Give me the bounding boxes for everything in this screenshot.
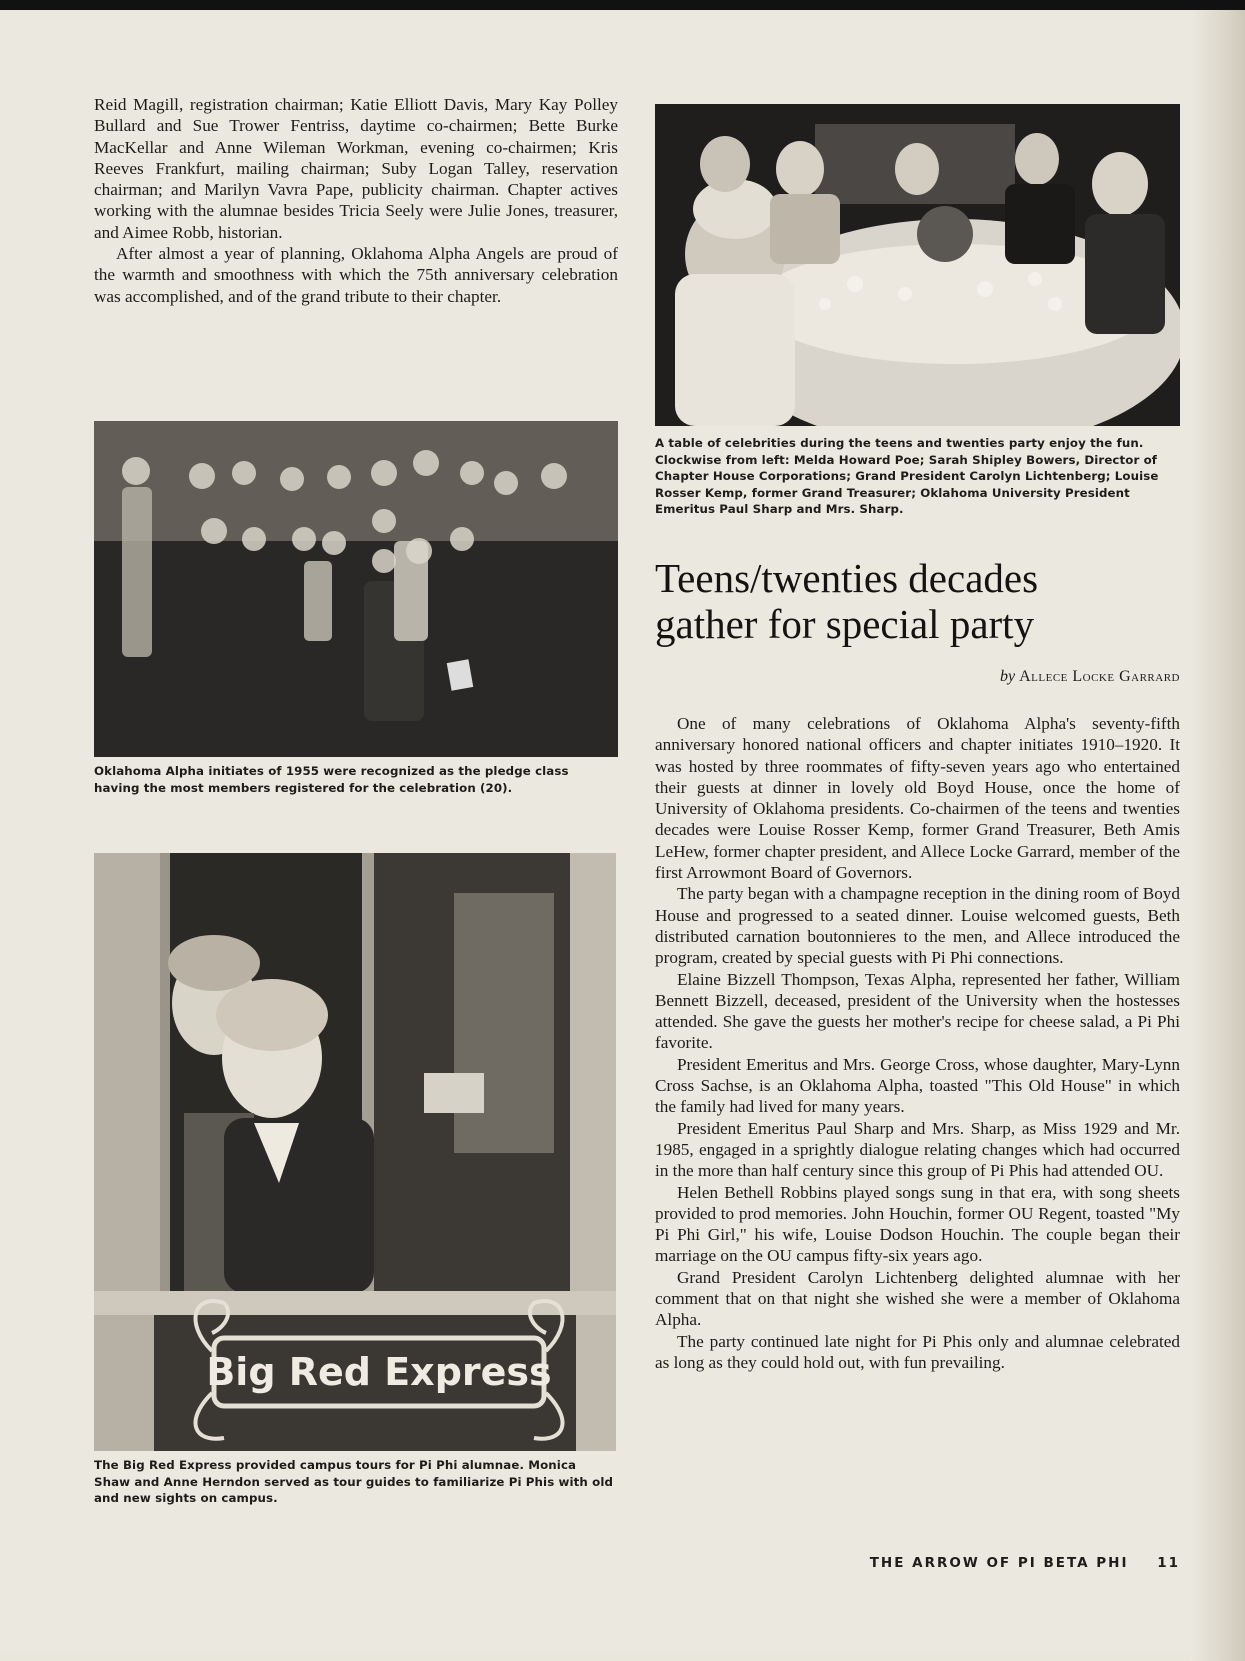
intro-paragraph-2: After almost a year of planning, Oklahoma Alpha Angels are proud of the warmth and smoothness with which the 75th anniversary celebration was accomplished, and of the grand tribute to their chapter. <box>94 244 618 306</box>
table-photo-image <box>655 104 1180 426</box>
article-paragraph: The party continued late night for Pi Phis only and alumnae celebrated as long as they could hold out, with fun prevailing. <box>655 1331 1180 1372</box>
caption-group-photo: Oklahoma Alpha initiates of 1955 were recognized as the pledge class having the most members registered for the celebration (20). <box>94 764 569 795</box>
article-paragraph: Helen Bethell Robbins played songs sung in that era, with song sheets provided to prod memories. John Houchin, former OU Regent, toasted "My Pi Phi Girl," his wife, Louise Dodson Houchin. The couple began their marriage on the OU campus fifty-six years ago. <box>655 1182 1180 1266</box>
intro-text <box>94 94 618 307</box>
article-paragraph: President Emeritus and Mrs. George Cross, whose daughter, Mary-Lynn Cross Sachse, is an Oklahoma Alpha, toasted "This Old House" in which the family had lived for many years. <box>655 1054 1180 1117</box>
article-paragraph: The party began with a champagne reception in the dining room of Boyd House and progressed to a seated dinner. Louise welcomed guests, Beth distributed carnation boutonnieres to the men, and Allece introduced the program, created by special guests with Pi Phi connections. <box>655 884 1180 968</box>
intro-paragraph-1: Reid Magill, registration chairman; Katie Elliott Davis, Mary Kay Polley Bullard and Sue Trower Fentriss, daytime co-chairmen; Bette Burke MacKellar and Anne Wileman Workman, evening co-chairmen; Kris Reeves Frankfurt, mailing chairman; Suby Logan Talley, reservation chairman; and Marilyn Vavra Pape, publicity chairman. Chapter actives working with the alumnae besides Tricia Seely were Julie Jones, treasurer, and Aimee Robb, historian. <box>94 95 618 242</box>
table-photo <box>655 104 1180 426</box>
page-number: 11 <box>1157 1555 1180 1571</box>
article-paragraph: President Emeritus Paul Sharp and Mrs. Sharp, as Miss 1929 and Mr. 1985, engaged in a sprightly dialogue relating changes which had occurred in the more than half century since this group of Pi Phis had attended OU. <box>655 1118 1180 1181</box>
caption-trolley-photo: The Big Red Express provided campus tours for Pi Phi alumnae. Monica Shaw and Anne Herndon served as tour guides to familiarize Pi Phis with old and new sights on campus. <box>94 1458 614 1505</box>
article-paragraph: Grand President Carolyn Lichtenberg delighted alumnae with her comment that on that night she wished she were a member of Oklahoma Alpha. <box>655 1267 1180 1330</box>
byline-by: by <box>1000 668 1016 685</box>
trolley-photo <box>94 853 616 1451</box>
article-byline <box>655 668 1180 686</box>
byline-author: Allece Locke Garrard <box>1019 668 1180 685</box>
group-photo-image <box>94 421 618 757</box>
article-paragraph: Elaine Bizzell Thompson, Texas Alpha, represented her father, William Bennett Bizzell, deceased, president of the University when the hostesses attended. She gave the guests her mother's recipe for cheese salad, a Pi Phi favorite. <box>655 969 1180 1053</box>
group-photo <box>94 421 618 757</box>
publication-name: THE ARROW OF PI BETA PHI <box>869 1555 1129 1571</box>
caption-table-photo: A table of celebrities during the teens and twenties party enjoy the fun. Clockwise from left: Melda Howard Poe; Sarah Shipley Bowers, Director of Chapter House Corporations; Grand President Carolyn Lichtenberg; Louise Rosser Kemp, former Grand Treasurer; Oklahoma University President Emeritus Paul Sharp and Mrs. Sharp. <box>655 436 1159 516</box>
page-edge-shadow <box>1190 10 1245 1661</box>
article-body <box>655 713 1180 1373</box>
article-headline <box>655 555 1195 647</box>
trolley-photo-image <box>94 853 616 1451</box>
headline-line-2: gather for special party <box>655 601 1035 647</box>
page-footer <box>655 1555 1180 1571</box>
trolley-sign-text: Big Red Express <box>206 1350 552 1394</box>
article-paragraph: One of many celebrations of Oklahoma Alpha's seventy-fifth anniversary honored national officers and chapter initiates 1910–1920. It was hosted by three roommates of fifty-seven years ago who entertained their guests at dinner in lovely old Boyd House, once the home of University of Oklahoma presidents. Co-chairmen of the teens and twenties decades were Louise Rosser Kemp, former Grand Treasurer, Beth Amis LeHew, former chapter president, and Allece Locke Garrard, member of the first Arrowmont Board of Governors. <box>655 714 1180 883</box>
headline-line-1: Teens/twenties decades <box>655 555 1039 601</box>
